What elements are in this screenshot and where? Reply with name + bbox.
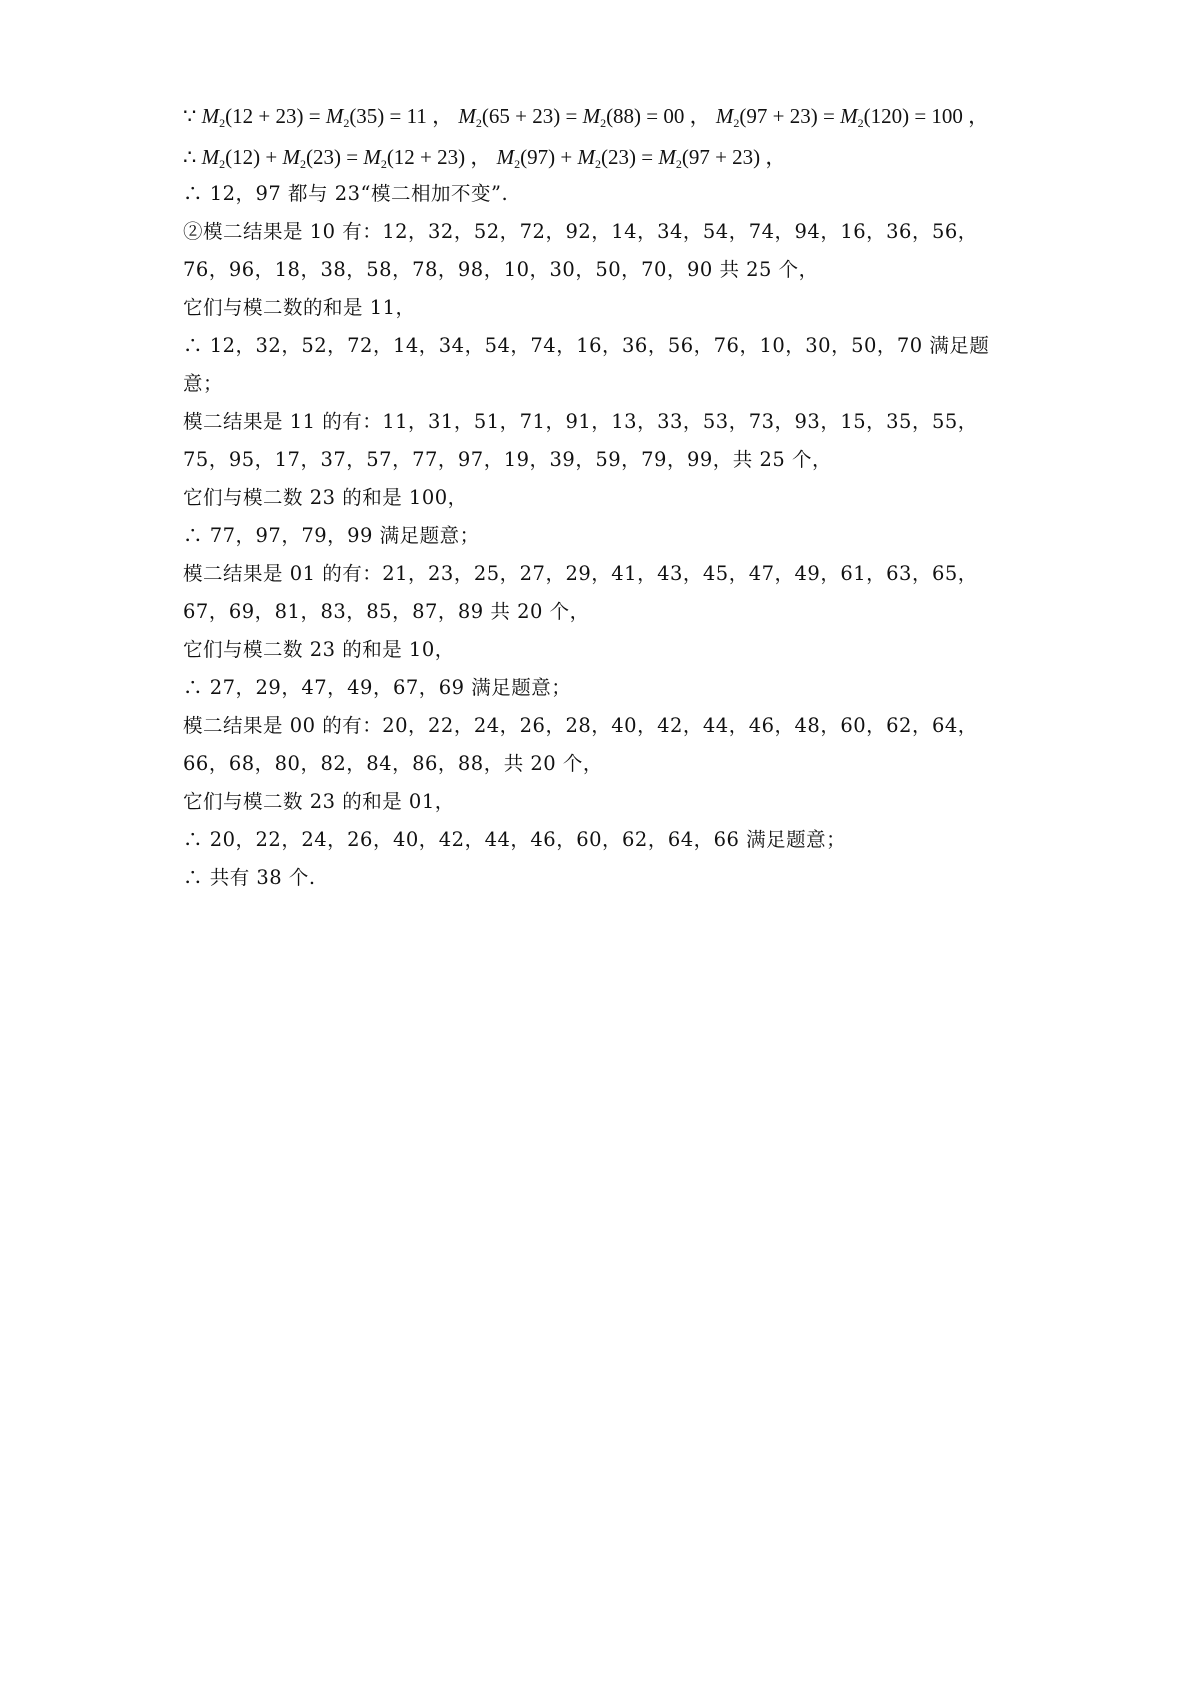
math-variable: M bbox=[363, 145, 381, 169]
math-subscript: 2 bbox=[380, 157, 387, 171]
math-variable: M bbox=[458, 104, 476, 128]
text-line: 它们与模二数 23 的和是 10， bbox=[183, 638, 455, 661]
math-expression: (12 + 23) = bbox=[225, 104, 326, 128]
formula-term bbox=[458, 104, 582, 128]
math-variable: M bbox=[325, 104, 344, 128]
text-line: 意； bbox=[183, 372, 224, 395]
text-line: ∴ 77，97，79，99 满足题意； bbox=[183, 524, 480, 547]
text-line: 66，68，80，82，84，86，88，共 20 个， bbox=[183, 752, 603, 775]
text-line: 它们与模二数 23 的和是 01， bbox=[183, 790, 455, 813]
because-symbol: ∵ bbox=[183, 104, 197, 128]
text-line: 它们与模二数 23 的和是 100， bbox=[183, 486, 468, 509]
text-line: 模二结果是 00 的有：20，22，24，26，28，40，42，44，46，48，60，62，64， bbox=[183, 714, 978, 737]
formula-terms-1 bbox=[202, 104, 990, 128]
math-expression: (65 + 23) = bbox=[481, 104, 583, 128]
math-expression: (97 + 23) = bbox=[739, 104, 841, 128]
formula-term bbox=[658, 145, 786, 169]
formula-line-1 bbox=[183, 104, 989, 128]
math-variable: M bbox=[282, 145, 300, 169]
formula-terms-2 bbox=[202, 145, 787, 169]
math-variable: M bbox=[840, 104, 858, 128]
text-line: ②模二结果是 10 有：12，32，52，72，92，14，34，54，74，94，16，36，56， bbox=[183, 220, 978, 243]
math-expression: (120) = 100 ， bbox=[863, 104, 990, 128]
math-variable: M bbox=[582, 104, 601, 128]
text-line: ∴ 20，22，24，26，40，42，44，46，60，62，64，66 满足题意； bbox=[183, 828, 847, 851]
math-expression: (23) = bbox=[305, 145, 364, 169]
math-variable: M bbox=[658, 145, 676, 169]
math-subscript: 2 bbox=[475, 116, 482, 130]
formula-term bbox=[202, 104, 326, 128]
formula-term bbox=[583, 104, 716, 128]
math-subscript: 2 bbox=[600, 116, 607, 130]
text-line: 模二结果是 11 的有：11，31，51，71，91，13，33，53，73，93，15，35，55， bbox=[183, 410, 978, 433]
text-line: 模二结果是 01 的有：21，23，25，27，29，41，43，45，47，49，61，63，65， bbox=[183, 562, 978, 585]
formula-term bbox=[363, 145, 496, 169]
text-line: 67，69，81，83，85，87，89 共 20 个， bbox=[183, 600, 590, 623]
formula-term bbox=[840, 104, 989, 128]
therefore-symbol: ∴ bbox=[183, 145, 197, 169]
text-line: 75，95，17，37，57，77，97，19，39，59，79，99，共 25 个， bbox=[183, 448, 832, 471]
math-expression: (88) = 00 ， bbox=[606, 104, 716, 128]
formula-term bbox=[282, 145, 363, 169]
math-subscript: 2 bbox=[514, 157, 521, 171]
math-subscript: 2 bbox=[219, 157, 226, 171]
formula-term bbox=[497, 145, 578, 169]
formula-line-2 bbox=[183, 145, 786, 169]
formula-term bbox=[326, 104, 459, 128]
math-expression: (97) + bbox=[520, 145, 578, 169]
text-line: ∴ 27，29，47，49，67，69 满足题意； bbox=[183, 676, 572, 699]
math-expression: (23) = bbox=[601, 145, 659, 169]
text-line: ∴ 12，97 都与 23“模二相加不变”. bbox=[183, 182, 509, 205]
math-subscript: 2 bbox=[343, 116, 350, 130]
math-subscript: 2 bbox=[595, 157, 601, 171]
math-variable: M bbox=[577, 145, 595, 169]
text-line: ∴ 共有 38 个. bbox=[183, 866, 316, 889]
formula-term bbox=[716, 104, 840, 128]
text-line: 76，96，18，38，58，78，98，10，30，50，70，90 共 25 个， bbox=[183, 258, 819, 281]
formula-term bbox=[578, 145, 659, 169]
math-expression: (12) + bbox=[225, 145, 283, 169]
math-subscript: 2 bbox=[675, 157, 682, 171]
math-variable: M bbox=[715, 104, 734, 128]
math-variable: M bbox=[201, 104, 220, 128]
math-expression: (97 + 23) ， bbox=[681, 145, 787, 169]
text-line: ∴ 12，32，52，72，14，34，54，74，16，36，56，76，10，30，50，70 满足题 bbox=[183, 334, 990, 357]
math-subscript: 2 bbox=[857, 116, 864, 130]
math-variable: M bbox=[201, 145, 220, 169]
math-expression: (12 + 23) ， bbox=[386, 145, 497, 169]
math-subscript: 2 bbox=[219, 116, 226, 130]
math-subscript: 2 bbox=[733, 116, 740, 130]
math-expression: (35) = 11 ， bbox=[349, 104, 459, 128]
formula-term bbox=[202, 145, 283, 169]
math-subscript: 2 bbox=[299, 157, 306, 171]
math-variable: M bbox=[496, 145, 515, 169]
text-line: 它们与模二数的和是 11， bbox=[183, 296, 416, 319]
